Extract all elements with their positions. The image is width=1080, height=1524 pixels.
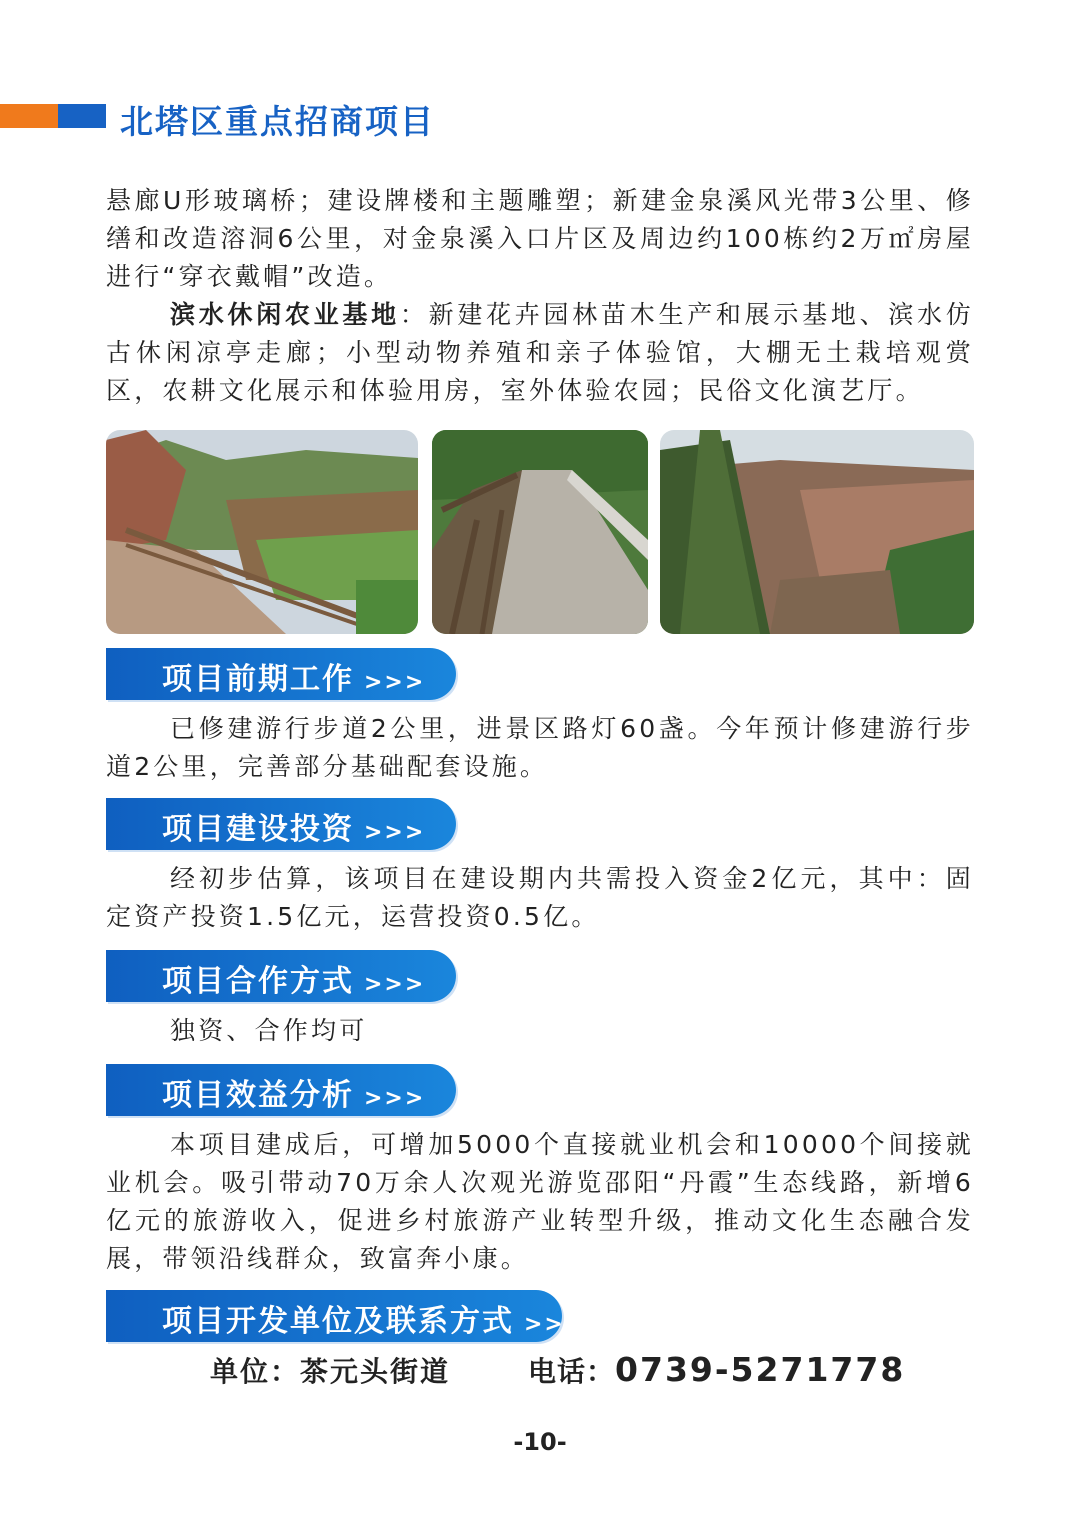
investment-text: 经初步估算，该项目在建设期内共需投入资金2亿元，其中：固定资产投资1.5亿元，运营投资0.5亿。 bbox=[106, 864, 974, 931]
unit-value: 茶元头街道 bbox=[300, 1355, 451, 1388]
preliminary-work-text: 已修建游行步道2公里，进景区路灯60盏。今年预计修建游行步道2公里，完善部分基础配套设施。 bbox=[106, 714, 974, 781]
section-banner-investment bbox=[106, 798, 456, 850]
section-title: 项目建设投资 bbox=[162, 812, 354, 847]
benefit-text: 本项目建成后，可增加5000个直接就业机会和10000个间接就业机会。吸引带动70万余人次观光游览邵阳“丹霞”生态线路，新增6亿元的旅游收入，促进乡村旅游产业转型升级，推动文化生态融合发展，带领沿线群众，致富奔小康。 bbox=[106, 1130, 974, 1273]
header-orange-bar bbox=[0, 104, 58, 128]
chevrons-icon: >>> bbox=[364, 1086, 426, 1111]
chevrons-icon: >>> bbox=[364, 972, 426, 997]
intro-paragraph: 悬廊U形玻璃桥；建设牌楼和主题雕塑；新建金泉溪风光带3公里、修缮和改造溶洞6公里，对金泉溪入口片区及周边约100栋约2万㎡房屋进行“穿衣戴帽”改造。 bbox=[106, 186, 974, 291]
chevrons-icon: >>> bbox=[524, 1312, 586, 1337]
cooperation-text: 独资、合作均可 bbox=[170, 1016, 368, 1045]
section-title: 项目合作方式 bbox=[162, 964, 354, 999]
contact-unit bbox=[210, 1350, 450, 1390]
chevrons-icon: >>> bbox=[364, 820, 426, 845]
section-title: 项目前期工作 bbox=[162, 662, 354, 697]
section-banner-preliminary-work bbox=[106, 648, 456, 700]
photo-danxia-hills bbox=[660, 430, 974, 634]
photo-stone-path bbox=[432, 430, 648, 634]
section-banner-benefit bbox=[106, 1064, 456, 1116]
header-blue-bar bbox=[58, 104, 106, 128]
photo-scenic-trail bbox=[106, 430, 418, 634]
agri-base-text: ：新建花卉园林苗木生产和展示基地、滨水仿古休闲凉亭走廊；小型动物养殖和亲子体验馆，大棚无土栽培观赏区，农耕文化展示和体验用房，室外体验农园；民俗文化演艺厅。 bbox=[106, 300, 974, 405]
chevrons-icon: >>> bbox=[364, 670, 426, 695]
section-banner-contact bbox=[106, 1290, 586, 1342]
agri-base-heading: 滨水休闲农业基地 bbox=[170, 300, 400, 329]
phone-label: 电话： bbox=[528, 1355, 616, 1388]
phone-value: 0739-5271778 bbox=[615, 1350, 906, 1389]
page-header bbox=[0, 100, 1080, 141]
page-number: -10- bbox=[513, 1428, 567, 1456]
section-banner-cooperation bbox=[106, 950, 456, 1002]
section-title: 项目效益分析 bbox=[162, 1078, 354, 1113]
contact-phone bbox=[528, 1350, 905, 1390]
page-title: 北塔区重点招商项目 bbox=[120, 102, 435, 141]
section-title: 项目开发单位及联系方式 bbox=[162, 1304, 514, 1339]
agri-base-paragraph bbox=[106, 296, 974, 410]
unit-label: 单位： bbox=[210, 1355, 301, 1388]
